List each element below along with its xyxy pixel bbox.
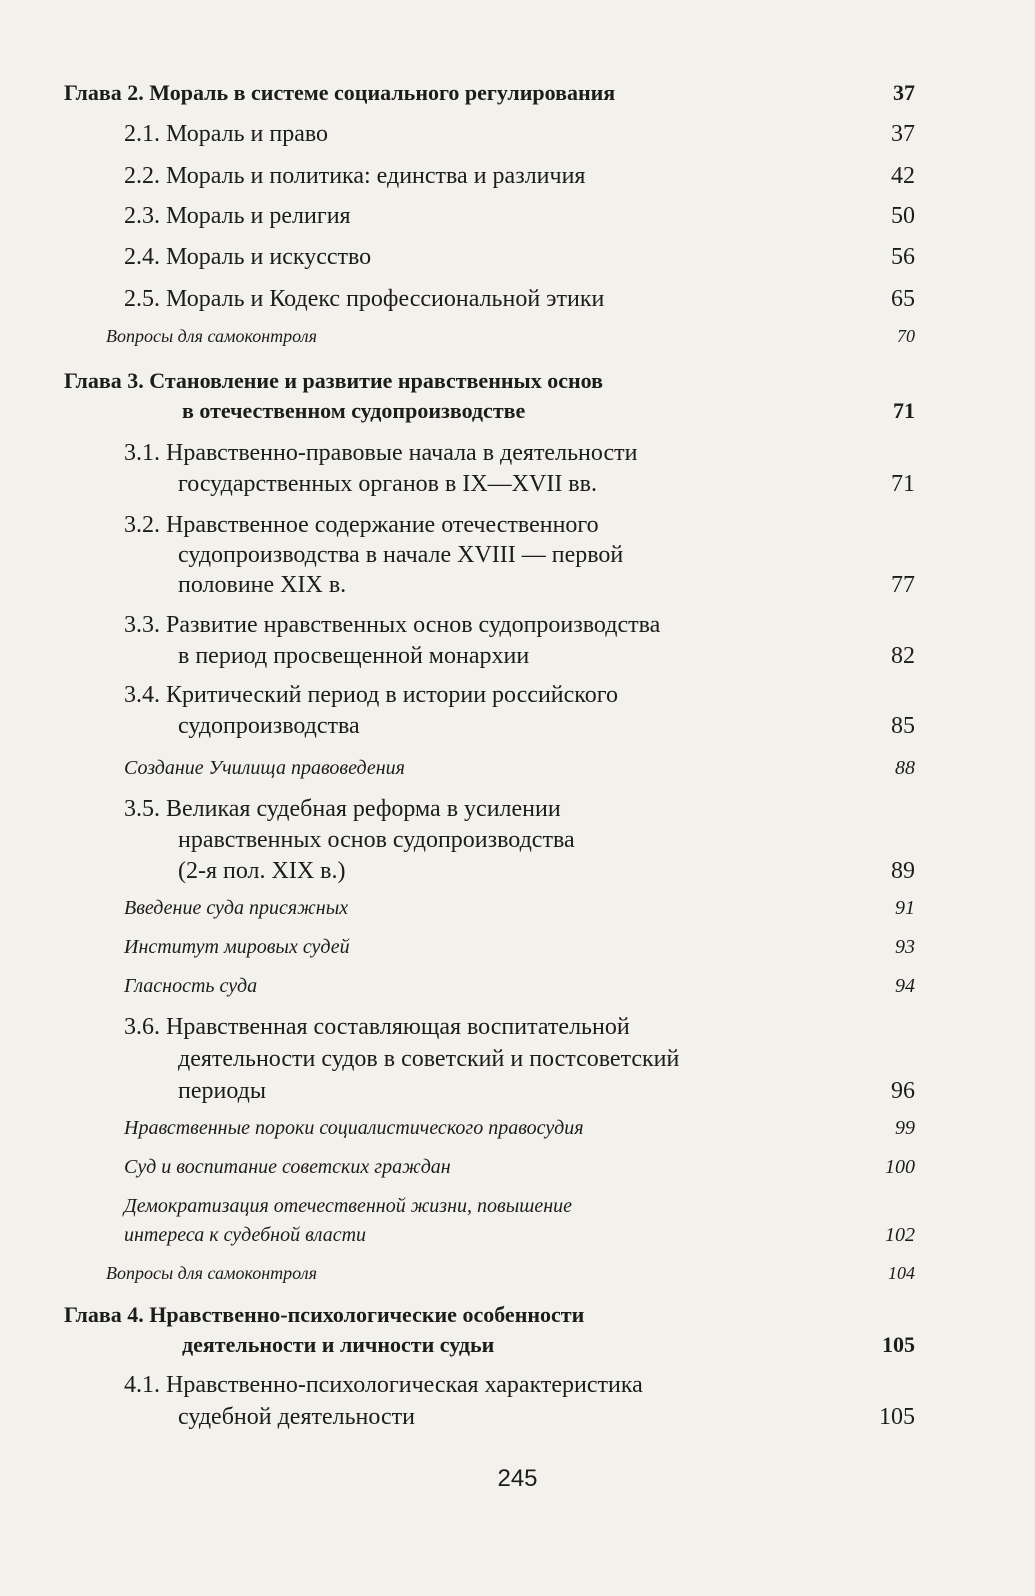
- toc-entry-text: судопроизводства в начале XVIII — первой: [178, 542, 624, 568]
- toc-entry-text: 3.1. Нравственно-правовые начала в деятельности: [124, 440, 638, 466]
- toc-entry-page: 100: [885, 1156, 915, 1178]
- toc-entry-text: 2.3. Мораль и религия: [124, 203, 351, 229]
- toc-entry-page: 56: [891, 244, 915, 270]
- toc-entry-text: 2.1. Мораль и право: [124, 121, 329, 147]
- toc-entry-text: нравственных основ судопроизводства: [178, 827, 575, 853]
- toc-entry-text: периоды: [178, 1078, 266, 1104]
- toc-entry-page: 37: [891, 121, 915, 147]
- toc-entry-page: 102: [885, 1224, 915, 1246]
- toc-entry-text: в отечественном судопроизводстве: [182, 398, 526, 423]
- toc-entry-page: 104: [888, 1263, 915, 1283]
- toc-entry-text: 4.1. Нравственно-психологическая характеристика: [124, 1372, 643, 1398]
- toc-entry-page: 91: [895, 897, 915, 919]
- toc-entry-text: Суд и воспитание советских граждан: [124, 1156, 451, 1178]
- toc-entry-page: 99: [895, 1117, 915, 1139]
- toc-entry-page: 82: [891, 643, 915, 669]
- toc-entry-text: Демократизация отечественной жизни, повышение: [124, 1195, 573, 1217]
- toc-entry-text: Создание Училища правоведения: [124, 757, 405, 779]
- toc-entry-text: государственных органов в IX—XVII вв.: [178, 471, 597, 497]
- toc-entry-page: 105: [882, 1332, 915, 1357]
- toc-entry-text: Вопросы для самоконтроля: [106, 326, 317, 346]
- page-number: 245: [497, 1465, 538, 1492]
- toc-entry-page: 71: [891, 471, 915, 497]
- toc-entry-text: судопроизводства: [178, 713, 360, 739]
- toc-entry-page: 105: [879, 1404, 915, 1430]
- toc-entry-text: 2.2. Мораль и политика: единства и различия: [124, 163, 586, 189]
- toc-entry-text: 3.4. Критический период в истории российского: [124, 682, 618, 708]
- toc-entry-text: 2.4. Мораль и искусство: [124, 244, 372, 270]
- toc-entry-page: 93: [895, 936, 915, 958]
- toc-entry-text: деятельности судов в советский и постсоветский: [178, 1046, 680, 1072]
- toc-entry-page: 88: [895, 757, 915, 779]
- toc-entry-text: 3.2. Нравственное содержание отечественного: [124, 512, 599, 538]
- toc-entry-text: интереса к судебной власти: [124, 1224, 367, 1246]
- toc-entry-text: 2.5. Мораль и Кодекс профессиональной этики: [124, 286, 605, 312]
- toc-entry-text: Вопросы для самоконтроля: [106, 1263, 317, 1283]
- toc-entry-page: 37: [893, 80, 915, 105]
- toc-entry-text: (2-я пол. XIX в.): [178, 858, 346, 884]
- toc-entry-text: Нравственные пороки социалистического правосудия: [124, 1117, 584, 1139]
- toc-entry-text: 3.3. Развитие нравственных основ судопроизводства: [124, 612, 661, 638]
- toc-entry-page: 89: [891, 858, 915, 884]
- toc-entry-page: 85: [891, 713, 915, 739]
- toc-entry-text: Гласность суда: [124, 975, 258, 997]
- toc-entry-page: 77: [891, 572, 915, 598]
- toc-entry-text: в период просвещенной монархии: [178, 643, 530, 669]
- toc-entry-text: 3.6. Нравственная составляющая воспитательной: [124, 1014, 630, 1040]
- toc-entry-text: Глава 4. Нравственно-психологические особенности: [64, 1302, 585, 1327]
- toc-entry-text: судебной деятельности: [178, 1404, 415, 1430]
- toc-entry-page: 42: [891, 163, 915, 189]
- toc-entry-text: Введение суда присяжных: [124, 897, 349, 919]
- toc-entry-page: 71: [893, 398, 915, 423]
- toc-entry-page: 70: [897, 326, 915, 346]
- toc-entry-text: Глава 2. Мораль в системе социального регулирования: [64, 80, 616, 105]
- toc-entry-text: 3.5. Великая судебная реформа в усилении: [124, 796, 561, 822]
- toc-entry-page: 65: [891, 286, 915, 312]
- toc-entry-text: Глава 3. Становление и развитие нравственных основ: [64, 368, 603, 393]
- toc-entry-page: 50: [891, 203, 915, 229]
- toc-entry-page: 94: [895, 975, 915, 997]
- toc-entry-text: половине XIX в.: [178, 572, 347, 598]
- toc-entry-page: 96: [891, 1078, 915, 1104]
- toc-entry-text: Институт мировых судей: [124, 936, 350, 958]
- toc-entry-text: деятельности и личности судьи: [182, 1332, 495, 1357]
